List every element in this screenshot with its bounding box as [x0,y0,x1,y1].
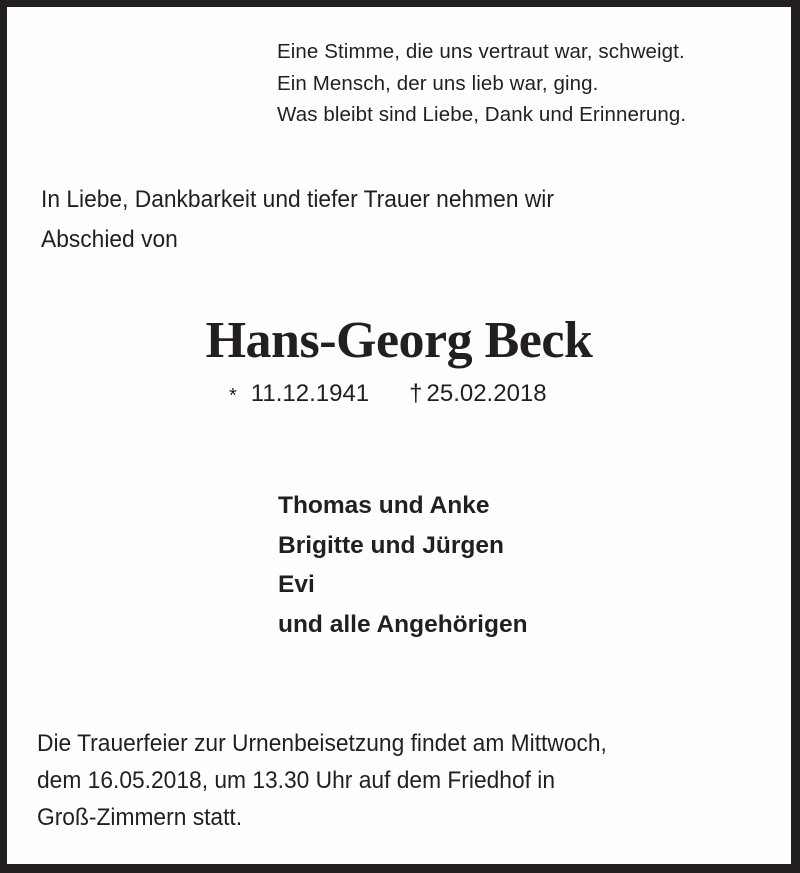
mourners-list [278,486,528,644]
service-line: Groß-Zimmern statt. [37,804,243,831]
service-line: Die Trauerfeier zur Urnenbeisetzung findet am Mittwoch, [37,730,607,757]
death-cross-icon: † [409,380,423,407]
service-line: dem 16.05.2018, um 13.30 Uhr auf dem Friedhof in [37,767,556,794]
mourner-line: Brigitte und Jürgen [278,531,504,559]
memorial-poem [277,36,686,131]
poem-line: Ein Mensch, der uns lieb war, ging. [277,71,599,95]
mourner-line: Evi [278,571,315,598]
mourner-line: Thomas und Anke [278,492,490,519]
mourner-line: und alle Angehörigen [278,610,528,638]
poem-line: Was bleibt sind Liebe, Dank und Erinnerung. [277,103,687,126]
life-dates [229,377,547,412]
intro-line: In Liebe, Dankbarkeit und tiefer Trauer nehmen wir [41,186,554,213]
obituary-notice [7,7,791,864]
deceased-name: Hans-Georg Beck [205,312,593,369]
intro-line: Abschied von [41,226,178,253]
death-date: 25.02.2018 [426,380,547,407]
intro-text [41,180,554,260]
funeral-service-info [37,725,607,836]
birth-date: 11.12.1941 [250,380,370,407]
poem-line: Eine Stimme, die uns vertraut war, schweigt. [277,40,685,63]
birth-star-icon: * [229,385,237,407]
